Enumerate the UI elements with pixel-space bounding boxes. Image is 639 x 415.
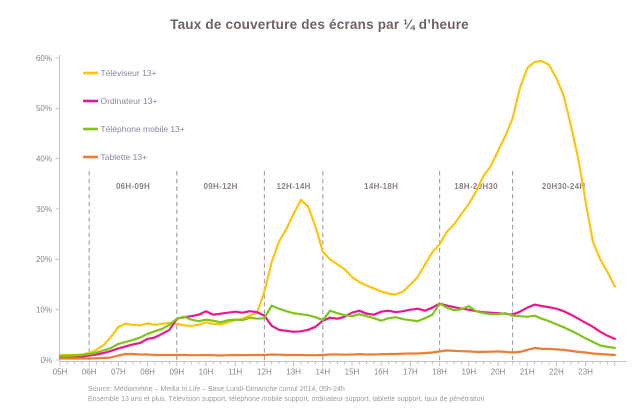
- band-label: 18H-20H30: [454, 182, 498, 191]
- x-tick-label: 22H: [549, 367, 564, 377]
- legend-label: Tablette 13+: [100, 152, 148, 163]
- y-tick-label: 20%: [35, 255, 52, 265]
- y-tick-label: 40%: [35, 154, 52, 164]
- y-tick-label: 30%: [35, 204, 52, 214]
- series-line: [60, 348, 615, 359]
- y-tick-label: 60%: [35, 53, 52, 63]
- legend-label: Téléphone mobile 13+: [100, 124, 185, 135]
- legend-item-televiseur-13plus: [83, 68, 157, 78]
- band-label: 14H-18H: [364, 182, 399, 191]
- x-tick-label: 13H: [286, 367, 301, 377]
- x-tick-label: 12H: [257, 367, 272, 377]
- y-tick-label: 0%: [40, 355, 52, 365]
- x-tick-label: 20H: [490, 367, 506, 377]
- band-label: 12H-14H: [276, 182, 311, 191]
- x-tick-label: 21H: [519, 367, 535, 377]
- x-tick-label: 11H: [228, 367, 243, 377]
- legend-item-ordinateur-13plus: [83, 96, 157, 106]
- legend-label: Ordinateur 13+: [100, 96, 158, 107]
- x-tick-label: 16H: [373, 367, 389, 377]
- x-tick-label: 07H: [111, 367, 126, 377]
- legend-item-tablette-13plus: [83, 152, 147, 162]
- source-note: [88, 385, 639, 405]
- x-tick-label: 14H: [315, 367, 331, 377]
- band-label: 09H-12H: [203, 182, 238, 191]
- chart-title: Taux de couverture des écrans par ¼ d’heure: [170, 17, 469, 32]
- x-tick-label: 18H: [432, 367, 447, 377]
- y-axis: [36, 54, 60, 365]
- legend: [83, 68, 185, 162]
- legend-label: Téléviseur 13+: [100, 68, 157, 79]
- x-tick-label: 06H: [81, 367, 97, 377]
- source-line-2: Ensemble 13 ans et plus. Télévision support, téléphone mobile support, ordinateur support, tablette support, taux de pénétration: [88, 396, 485, 403]
- x-tick-label: 15H: [344, 367, 360, 377]
- x-tick-label: 23H: [578, 367, 593, 377]
- x-tick-label: 05H: [52, 367, 68, 377]
- x-tick-label: 19H: [461, 367, 477, 377]
- x-tick-label: 17H: [403, 367, 418, 377]
- series-tablette-13plus: [60, 348, 615, 359]
- y-tick-label: 50%: [35, 104, 52, 114]
- x-axis: [53, 362, 615, 377]
- source-line-1: Source: Médiamétrie – Media In Life – Base Lundi-Dimanche cumul 2014, 05h-24h: [88, 386, 345, 393]
- y-tick-label: 10%: [35, 305, 52, 315]
- legend-item-telephone-mobile-13plus: [83, 124, 185, 134]
- x-tick-label: 10H: [198, 367, 214, 377]
- band-label: 20H30-24H: [541, 182, 586, 191]
- x-tick-label: 09H: [169, 367, 185, 377]
- x-tick-label: 08H: [140, 367, 155, 377]
- band-label: 06H-09H: [115, 182, 151, 191]
